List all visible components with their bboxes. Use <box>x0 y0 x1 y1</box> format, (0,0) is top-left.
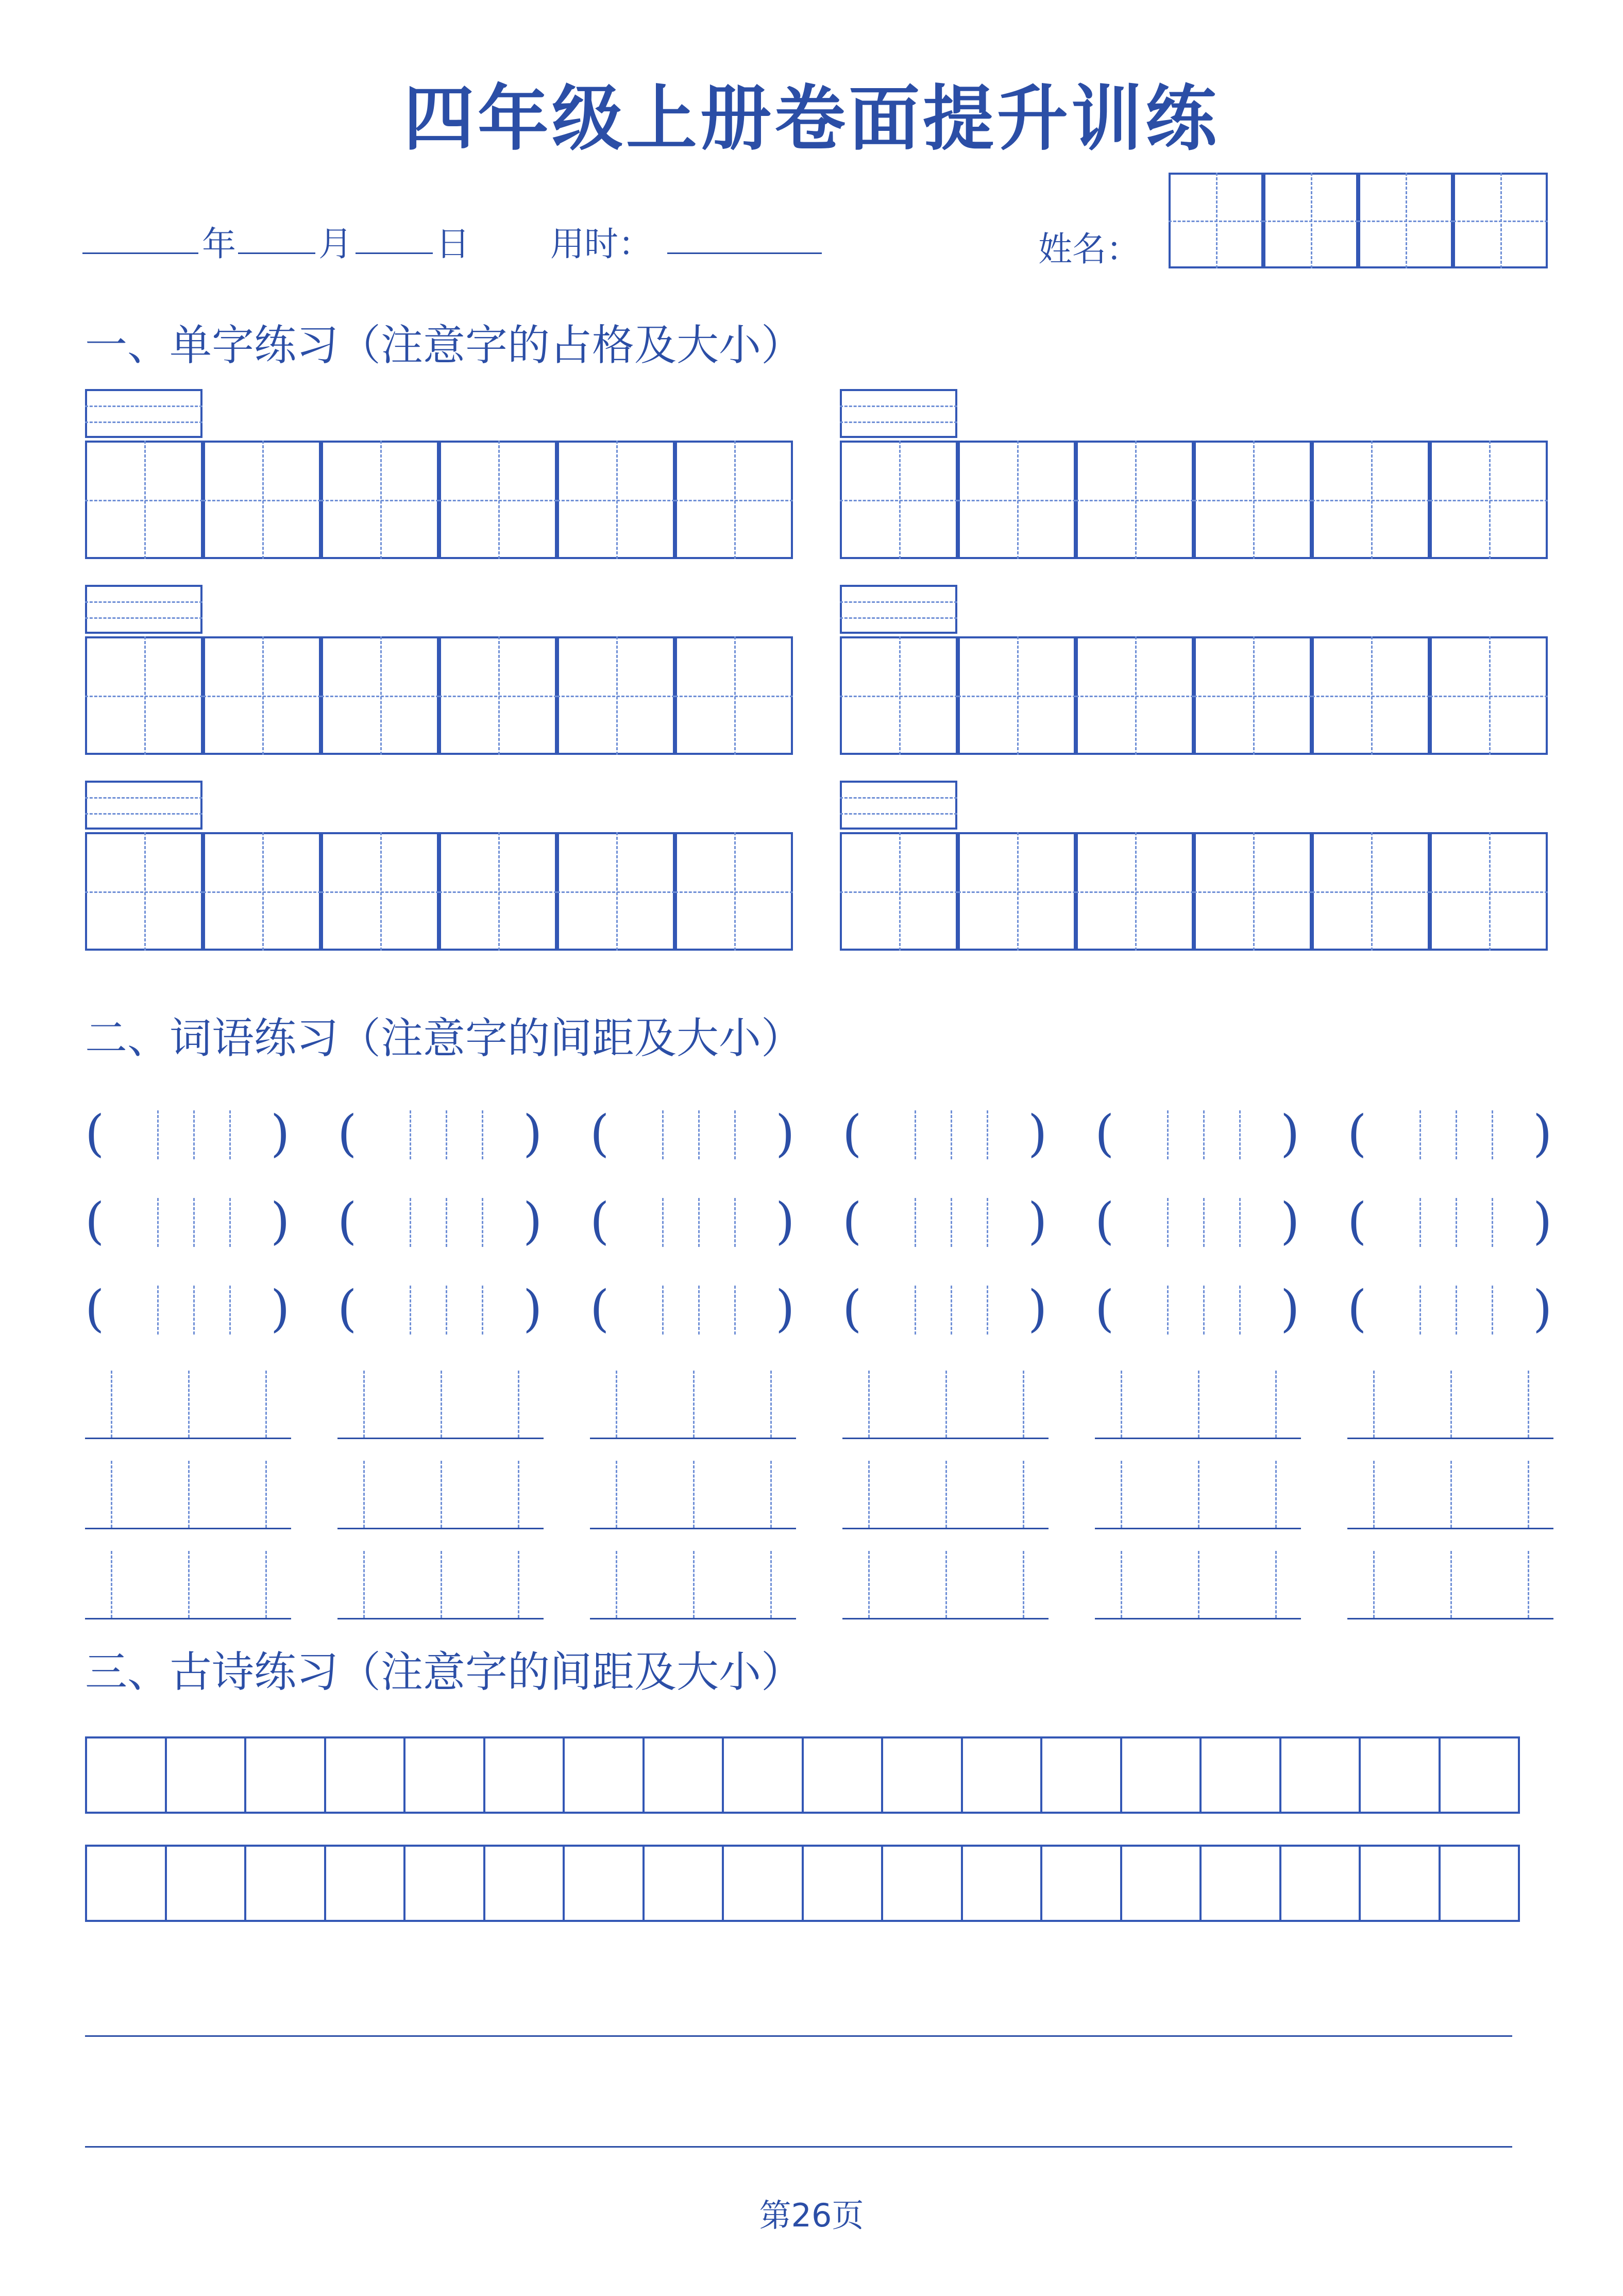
pinyin-guide <box>85 406 202 407</box>
cell-guide-horizontal <box>1194 500 1312 501</box>
word-line-guide <box>770 1461 772 1528</box>
paren-close: ) <box>1280 1280 1300 1338</box>
cell-guide-horizontal <box>1430 696 1548 697</box>
paren-open: ( <box>1095 1280 1114 1338</box>
paren-close: ) <box>1533 1192 1552 1250</box>
poem-writing-cell[interactable] <box>165 1845 247 1922</box>
word-writing-slot[interactable] <box>368 1190 523 1252</box>
paren-open: ( <box>85 1192 105 1250</box>
word-underline <box>1095 1438 1301 1439</box>
poem-writing-cell[interactable] <box>961 1845 1043 1922</box>
poem-model-cell <box>324 1736 406 1814</box>
cell-guide-horizontal <box>439 696 557 697</box>
word-line-slot[interactable] <box>111 1461 265 1528</box>
word-model <box>368 1103 523 1164</box>
word-line-guide <box>1275 1461 1277 1528</box>
word-underline <box>85 1618 291 1619</box>
word-line-guide <box>1275 1371 1277 1438</box>
pinyin-guide <box>85 617 202 619</box>
cell-guide-horizontal <box>321 891 439 893</box>
pinyin-box <box>85 781 202 830</box>
pinyin-guide <box>840 617 957 619</box>
paren-close: ) <box>270 1280 290 1338</box>
word-line-slot[interactable] <box>616 1461 770 1528</box>
poem-writing-cell[interactable] <box>244 1845 326 1922</box>
cell-guide-horizontal <box>557 500 675 501</box>
section-title-2: 二、词语练习（注意字的间距及大小） <box>85 1014 804 1063</box>
word-line-guide <box>1023 1551 1024 1618</box>
poem-writing-cell[interactable] <box>802 1845 884 1922</box>
word-writing-slot[interactable] <box>1126 1278 1280 1340</box>
word-line-guide <box>518 1551 519 1618</box>
word-underline <box>590 1618 796 1619</box>
paren-open: ( <box>1347 1280 1367 1338</box>
word-line-guide <box>770 1551 772 1618</box>
cell-guide-horizontal <box>439 500 557 501</box>
cell-guide-horizontal <box>675 500 793 501</box>
poem-model-cell <box>165 1736 247 1814</box>
paren-close: ) <box>1280 1192 1300 1250</box>
month-blank[interactable] <box>238 252 315 254</box>
paren-open: ( <box>85 1280 105 1338</box>
paren-open: ( <box>842 1280 862 1338</box>
cell-guide-horizontal <box>675 696 793 697</box>
cell-guide-horizontal <box>1312 696 1430 697</box>
time-blank[interactable] <box>667 252 822 254</box>
word-writing-slot[interactable] <box>368 1278 523 1340</box>
poem-writing-cell[interactable] <box>563 1845 645 1922</box>
paren-open: ( <box>842 1192 862 1250</box>
cell-guide-horizontal <box>1263 221 1358 222</box>
word-line-guide <box>1528 1461 1529 1528</box>
paren-close: ) <box>270 1105 290 1162</box>
section-title-3: 三、古诗练习（注意字的间距及大小） <box>85 1648 804 1697</box>
word-underline <box>1095 1528 1301 1529</box>
pinyin-guide <box>840 797 957 799</box>
pinyin-guide <box>85 601 202 603</box>
cell-guide-horizontal <box>203 891 321 893</box>
paren-close: ) <box>775 1192 795 1250</box>
poem-model-cell <box>722 1736 804 1814</box>
poem-model-cell <box>244 1736 326 1814</box>
word-line-slot[interactable] <box>1373 1461 1528 1528</box>
word-underline <box>1347 1528 1553 1529</box>
cell-guide-horizontal <box>1453 221 1548 222</box>
word-underline <box>1347 1618 1553 1619</box>
poem-model-cell <box>1040 1736 1122 1814</box>
word-line-guide <box>265 1371 267 1438</box>
paren-close: ) <box>1028 1280 1047 1338</box>
pinyin-guide <box>85 421 202 423</box>
word-model <box>621 1103 775 1164</box>
word-underline <box>842 1528 1049 1529</box>
cell-guide-horizontal <box>1076 891 1194 893</box>
pinyin-guide <box>85 813 202 815</box>
word-writing-slot[interactable] <box>873 1190 1028 1252</box>
paren-close: ) <box>1533 1280 1552 1338</box>
paren-open: ( <box>842 1105 862 1162</box>
poem-underline <box>85 2035 1512 2037</box>
section-title-1: 一、单字练习（注意字的占格及大小） <box>85 321 804 370</box>
poem-writing-cell[interactable] <box>1040 1845 1122 1922</box>
poem-writing-cell[interactable] <box>722 1845 804 1922</box>
paren-open: ( <box>1095 1192 1114 1250</box>
paren-open: ( <box>590 1192 610 1250</box>
poem-model-cell <box>1199 1736 1281 1814</box>
word-underline <box>337 1438 544 1439</box>
poem-model-cell <box>403 1736 485 1814</box>
page-number: 第26页 <box>759 2197 864 2234</box>
poem-writing-cell[interactable] <box>403 1845 485 1922</box>
poem-writing-line[interactable] <box>85 2146 1512 2148</box>
page-title: 四年级上册卷面提升训练 <box>403 77 1220 160</box>
word-line-guide <box>518 1461 519 1528</box>
poem-model-cell <box>1359 1736 1441 1814</box>
word-underline <box>337 1528 544 1529</box>
poem-model-cell <box>1439 1736 1520 1814</box>
pinyin-guide <box>840 406 957 407</box>
cell-guide-horizontal <box>321 500 439 501</box>
word-line-guide <box>518 1371 519 1438</box>
cell-guide-horizontal <box>1194 696 1312 697</box>
word-line-model <box>363 1371 518 1438</box>
paren-close: ) <box>270 1192 290 1250</box>
name-label: 姓名： <box>1038 229 1140 269</box>
cell-guide-horizontal <box>1430 500 1548 501</box>
pinyin-box <box>840 389 957 438</box>
cell-guide-horizontal <box>1194 891 1312 893</box>
pinyin-box <box>840 585 957 634</box>
cell-guide-horizontal <box>1312 500 1430 501</box>
word-line-guide <box>1023 1371 1024 1438</box>
cell-guide-horizontal <box>203 696 321 697</box>
word-line-model <box>111 1371 265 1438</box>
year-label: 年 <box>202 224 236 264</box>
cell-guide-horizontal <box>1430 891 1548 893</box>
word-underline <box>85 1438 291 1439</box>
word-writing-slot[interactable] <box>621 1190 775 1252</box>
word-underline <box>842 1438 1049 1439</box>
day-label: 日 <box>436 224 470 264</box>
word-writing-slot[interactable] <box>1378 1278 1533 1340</box>
poem-model-cell <box>881 1736 963 1814</box>
poem-writing-cell[interactable] <box>1199 1845 1281 1922</box>
paren-open: ( <box>337 1280 357 1338</box>
time-label: 用时： <box>550 224 652 264</box>
word-line-slot[interactable] <box>111 1551 265 1618</box>
word-underline <box>1347 1438 1553 1439</box>
word-line-guide <box>265 1551 267 1618</box>
pinyin-box <box>85 389 202 438</box>
poem-model-cell <box>961 1736 1043 1814</box>
cell-guide-horizontal <box>203 500 321 501</box>
word-writing-slot[interactable] <box>116 1190 270 1252</box>
cell-guide-horizontal <box>85 891 203 893</box>
paren-close: ) <box>775 1280 795 1338</box>
cell-guide-horizontal <box>1169 221 1263 222</box>
cell-guide-horizontal <box>1312 891 1430 893</box>
pinyin-guide <box>840 601 957 603</box>
word-underline <box>1095 1618 1301 1619</box>
cell-guide-horizontal <box>1076 500 1194 501</box>
paren-close: ) <box>1280 1105 1300 1162</box>
poem-writing-cell[interactable] <box>1120 1845 1202 1922</box>
poem-model-cell <box>802 1736 884 1814</box>
word-underline <box>590 1438 796 1439</box>
word-line-slot[interactable] <box>868 1461 1023 1528</box>
word-line-model <box>616 1371 770 1438</box>
cell-guide-horizontal <box>557 891 675 893</box>
word-line-guide <box>1023 1461 1024 1528</box>
poem-model-cell <box>483 1736 565 1814</box>
word-line-slot[interactable] <box>363 1461 518 1528</box>
paren-open: ( <box>337 1192 357 1250</box>
word-line-slot[interactable] <box>363 1551 518 1618</box>
cell-guide-horizontal <box>958 500 1076 501</box>
cell-guide-horizontal <box>958 696 1076 697</box>
poem-model-cell <box>1120 1736 1202 1814</box>
word-line-model <box>1121 1371 1275 1438</box>
paren-close: ) <box>523 1192 543 1250</box>
cell-guide-horizontal <box>85 500 203 501</box>
paren-close: ) <box>523 1280 543 1338</box>
poem-model-cell <box>643 1736 724 1814</box>
cell-guide-horizontal <box>840 696 958 697</box>
cell-guide-horizontal <box>1076 696 1194 697</box>
pinyin-box <box>85 585 202 634</box>
word-writing-slot[interactable] <box>1378 1190 1533 1252</box>
pinyin-guide <box>840 813 957 815</box>
word-writing-slot[interactable] <box>1126 1190 1280 1252</box>
word-line-slot[interactable] <box>868 1551 1023 1618</box>
paren-close: ) <box>1028 1105 1047 1162</box>
word-writing-slot[interactable] <box>621 1278 775 1340</box>
paren-close: ) <box>775 1105 795 1162</box>
word-line-slot[interactable] <box>616 1551 770 1618</box>
word-line-guide <box>1528 1551 1529 1618</box>
month-label: 月 <box>318 224 352 264</box>
poem-writing-cell[interactable] <box>85 1845 167 1922</box>
word-line-slot[interactable] <box>1373 1551 1528 1618</box>
paren-open: ( <box>337 1105 357 1162</box>
cell-guide-horizontal <box>840 500 958 501</box>
paren-close: ) <box>1533 1105 1552 1162</box>
poem-model-cell <box>85 1736 167 1814</box>
poem-writing-cell[interactable] <box>1359 1845 1441 1922</box>
poem-model-cell <box>563 1736 645 1814</box>
word-underline <box>842 1618 1049 1619</box>
word-line-guide <box>265 1461 267 1528</box>
word-model <box>1126 1103 1280 1164</box>
poem-model-cell <box>1279 1736 1361 1814</box>
word-model <box>1378 1103 1533 1164</box>
paren-open: ( <box>85 1105 105 1162</box>
cell-guide-horizontal <box>557 696 675 697</box>
cell-guide-horizontal <box>321 696 439 697</box>
word-model <box>116 1103 270 1164</box>
poem-writing-cell[interactable] <box>881 1845 963 1922</box>
cell-guide-horizontal <box>1358 221 1453 222</box>
poem-writing-cell[interactable] <box>1279 1845 1361 1922</box>
poem-writing-cell[interactable] <box>1439 1845 1520 1922</box>
cell-guide-horizontal <box>840 891 958 893</box>
word-underline <box>337 1618 544 1619</box>
poem-writing-cell[interactable] <box>324 1845 406 1922</box>
word-model <box>873 1103 1028 1164</box>
word-writing-slot[interactable] <box>873 1278 1028 1340</box>
word-underline <box>85 1528 291 1529</box>
word-line-slot[interactable] <box>1121 1461 1275 1528</box>
paren-open: ( <box>1347 1192 1367 1250</box>
cell-guide-horizontal <box>675 891 793 893</box>
poem-writing-cell[interactable] <box>483 1845 565 1922</box>
word-line-slot[interactable] <box>1121 1551 1275 1618</box>
day-blank[interactable] <box>356 252 433 254</box>
pinyin-box <box>840 781 957 830</box>
paren-open: ( <box>1347 1105 1367 1162</box>
poem-writing-cell[interactable] <box>643 1845 724 1922</box>
paren-close: ) <box>523 1105 543 1162</box>
paren-open: ( <box>590 1280 610 1338</box>
word-line-model <box>868 1371 1023 1438</box>
pinyin-guide <box>85 797 202 799</box>
cell-guide-horizontal <box>85 696 203 697</box>
word-line-guide <box>1275 1551 1277 1618</box>
paren-open: ( <box>590 1105 610 1162</box>
word-underline <box>590 1528 796 1529</box>
cell-guide-horizontal <box>958 891 1076 893</box>
word-line-model <box>1373 1371 1528 1438</box>
pinyin-guide <box>840 421 957 423</box>
word-writing-slot[interactable] <box>116 1278 270 1340</box>
cell-guide-horizontal <box>439 891 557 893</box>
word-line-guide <box>1528 1371 1529 1438</box>
year-blank[interactable] <box>82 252 198 254</box>
paren-open: ( <box>1095 1105 1114 1162</box>
word-line-guide <box>770 1371 772 1438</box>
paren-close: ) <box>1028 1192 1047 1250</box>
